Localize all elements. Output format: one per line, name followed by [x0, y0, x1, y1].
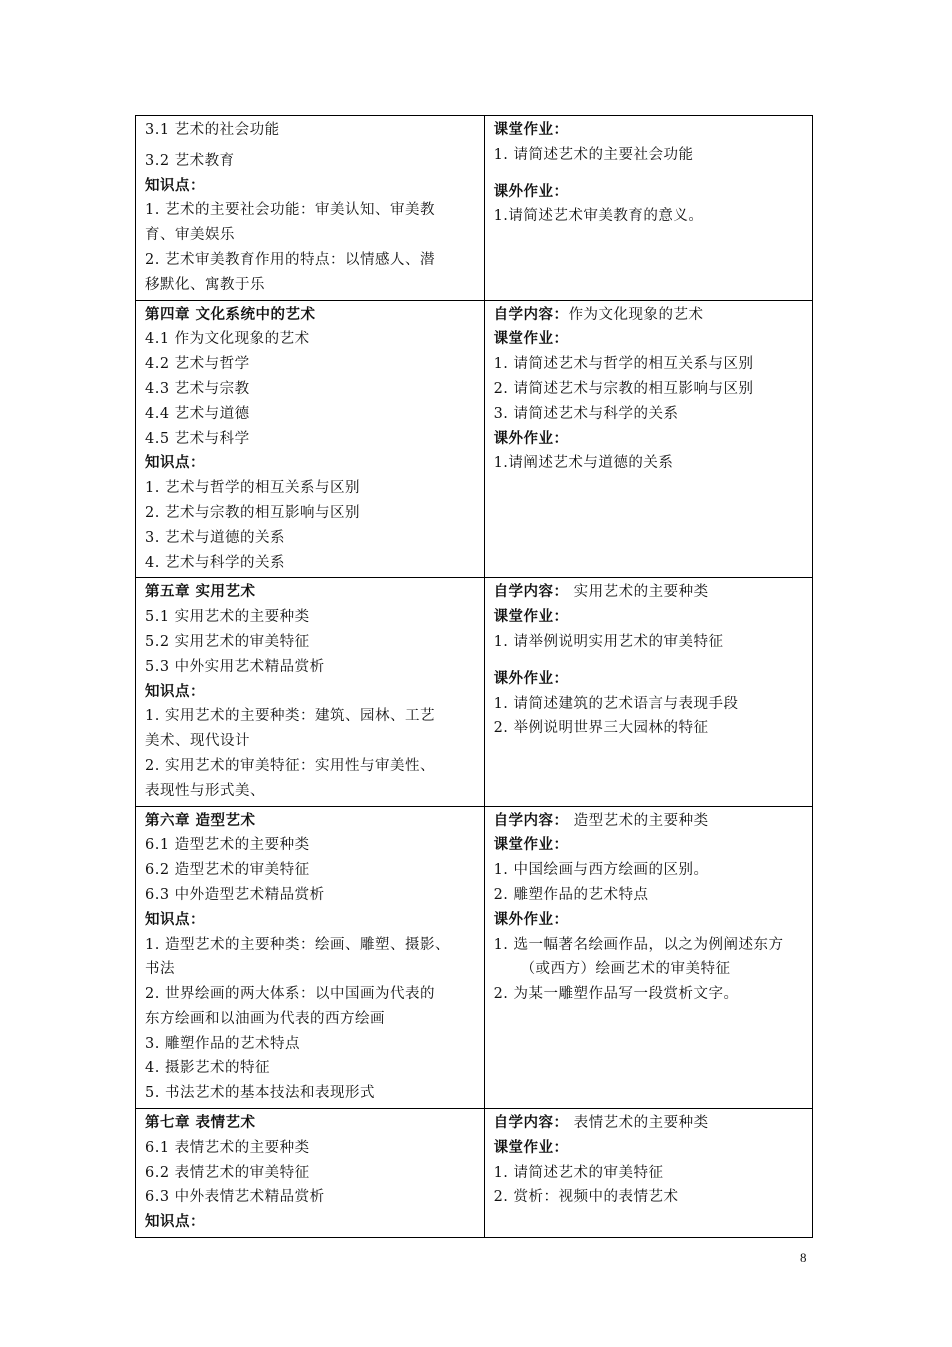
assignment-cell: [484, 806, 812, 1109]
section-heading: 第六章 造型艺术: [145, 811, 256, 829]
text-line: 表现性与形式美、: [145, 782, 265, 799]
text-line: 1. 艺术的主要社会功能：审美认知、审美教: [145, 202, 435, 219]
text-line: 4.1 作为文化现象的艺术: [145, 331, 310, 348]
section-heading: 课外作业：: [493, 910, 569, 928]
text-line: 3. 艺术与道德的关系: [145, 529, 285, 546]
section-heading: 第七章 表情艺术: [145, 1114, 256, 1132]
text-line: 4.3 艺术与宗教: [145, 380, 250, 397]
text-line: 1.请简述艺术审美教育的意义。: [493, 208, 704, 225]
text-line: 5.1 实用艺术的主要种类: [145, 609, 310, 626]
text-line: 6.3 中外造型艺术精品赏析: [145, 886, 325, 903]
field-value: 作为文化现象的艺术: [568, 306, 704, 323]
text-line: 5. 书法艺术的基本技法和表现形式: [145, 1085, 375, 1102]
section-heading: 知识点：: [145, 176, 205, 194]
field-value: 实用艺术的主要种类: [568, 584, 709, 601]
text-line: 4.4 艺术与道德: [145, 405, 250, 422]
table-row: [136, 578, 813, 806]
text-line: 4. 摄影艺术的特征: [145, 1060, 270, 1077]
assignment-cell: [484, 1109, 812, 1238]
text-line: 3.1 艺术的社会功能: [145, 122, 280, 138]
text-line: [494, 580, 806, 605]
section-heading: 课堂作业：: [493, 330, 569, 348]
section-heading: 课堂作业：: [493, 608, 569, 626]
table-row: [136, 806, 813, 1109]
text-line: 4.5 艺术与科学: [145, 430, 250, 447]
field-label: 自学内容：: [493, 811, 569, 829]
text-line: 移默化、寓教于乐: [145, 276, 265, 293]
text-line: 1. 请简述艺术的主要社会功能: [493, 146, 694, 163]
syllabus-table: [135, 115, 813, 1238]
text-line: [494, 1111, 806, 1136]
text-line: 3.2 艺术教育: [145, 152, 235, 169]
chapter-content-cell: [136, 578, 485, 806]
field-value: 表情艺术的主要种类: [568, 1115, 709, 1132]
page-number: 8: [800, 1250, 807, 1265]
assignment-cell: [484, 300, 812, 578]
text-line: 书法: [145, 961, 175, 978]
text-line: 2. 为某一雕塑作品写一段赏析文字。: [493, 986, 739, 1003]
text-line: 2. 赏析：视频中的表情艺术: [493, 1189, 679, 1206]
section-heading: 知识点：: [145, 910, 205, 928]
section-heading: 知识点：: [145, 682, 205, 700]
table-row: [136, 300, 813, 578]
text-line: 2. 举例说明世界三大园林的特征: [493, 720, 709, 737]
text-line: 1. 造型艺术的主要种类：绘画、雕塑、摄影、: [145, 936, 450, 953]
text-line: 6.2 造型艺术的审美特征: [145, 862, 310, 879]
text-line: 2. 实用艺术的审美特征：实用性与审美性、: [145, 757, 435, 774]
text-line: 6.2 表情艺术的审美特征: [145, 1164, 310, 1181]
text-line: [494, 303, 806, 328]
chapter-content-cell: [136, 806, 485, 1109]
text-line: 育、审美娱乐: [145, 227, 235, 244]
text-line: 4. 艺术与科学的关系: [145, 554, 285, 571]
text-line: 东方绘画和以油画为代表的西方绘画: [145, 1010, 385, 1027]
section-heading: 知识点：: [145, 1213, 205, 1231]
chapter-content-cell: [136, 300, 485, 578]
field-label: 自学内容：: [493, 1114, 569, 1132]
text-line: 5.2 实用艺术的审美特征: [145, 633, 310, 650]
text-line: 2. 艺术审美教育作用的特点：以情感人、潜: [145, 251, 435, 268]
field-value: 造型艺术的主要种类: [568, 812, 709, 829]
text-line: [494, 809, 806, 834]
section-heading: 课外作业：: [493, 429, 569, 447]
text-line: 1.请阐述艺术与道德的关系: [493, 455, 674, 472]
text-line: 1. 请简述艺术与哲学的相互关系与区别: [493, 356, 754, 373]
section-heading: 第四章 文化系统中的艺术: [145, 305, 316, 323]
section-heading: 第五章 实用艺术: [145, 583, 256, 601]
text-line: 1. 请简述艺术的审美特征: [493, 1164, 664, 1181]
section-heading: 课堂作业：: [493, 836, 569, 854]
assignment-cell: [484, 116, 812, 301]
field-label: 自学内容：: [493, 305, 569, 323]
text-line: 3. 请简述艺术与科学的关系: [493, 405, 679, 422]
section-heading: 课堂作业：: [493, 121, 569, 138]
section-heading: 课堂作业：: [493, 1138, 569, 1156]
text-line: 1. 中国绘画与西方绘画的区别。: [493, 862, 709, 879]
text-line: 2. 世界绘画的两大体系：以中国画为代表的: [145, 986, 435, 1003]
section-heading: 课外作业：: [493, 182, 569, 200]
field-label: 自学内容：: [493, 583, 569, 601]
text-line: 4.2 艺术与哲学: [145, 356, 250, 373]
table-row: [136, 116, 813, 301]
chapter-content-cell: [136, 1109, 485, 1238]
section-heading: 知识点：: [145, 454, 205, 472]
text-line: 1. 请简述建筑的艺术语言与表现手段: [493, 695, 739, 712]
section-heading: 课外作业：: [493, 669, 569, 687]
text-line: 6.3 中外表情艺术精品赏析: [145, 1189, 325, 1206]
text-line: 2. 艺术与宗教的相互影响与区别: [145, 504, 360, 521]
text-line: 5.3 中外实用艺术精品赏析: [145, 658, 325, 675]
text-line: 2. 请简述艺术与宗教的相互影响与区别: [493, 380, 754, 397]
text-line: 1. 实用艺术的主要种类：建筑、园林、工艺: [145, 708, 435, 725]
text-line: 1. 请举例说明实用艺术的审美特征: [493, 633, 724, 650]
text-line: 1. 艺术与哲学的相互关系与区别: [145, 480, 360, 497]
text-line: 3. 雕塑作品的艺术特点: [145, 1035, 300, 1052]
assignment-cell: [484, 578, 812, 806]
text-line: 1. 选一幅著名绘画作品，以之为例阐述东方（或西方）绘画艺术的审美特征: [493, 936, 784, 978]
text-line: 6.1 造型艺术的主要种类: [145, 837, 310, 854]
table-row: [136, 1109, 813, 1238]
text-line: 美术、现代设计: [145, 733, 250, 750]
chapter-content-cell: [136, 116, 485, 301]
text-line: 6.1 表情艺术的主要种类: [145, 1139, 310, 1156]
text-line: 2. 雕塑作品的艺术特点: [493, 886, 649, 903]
